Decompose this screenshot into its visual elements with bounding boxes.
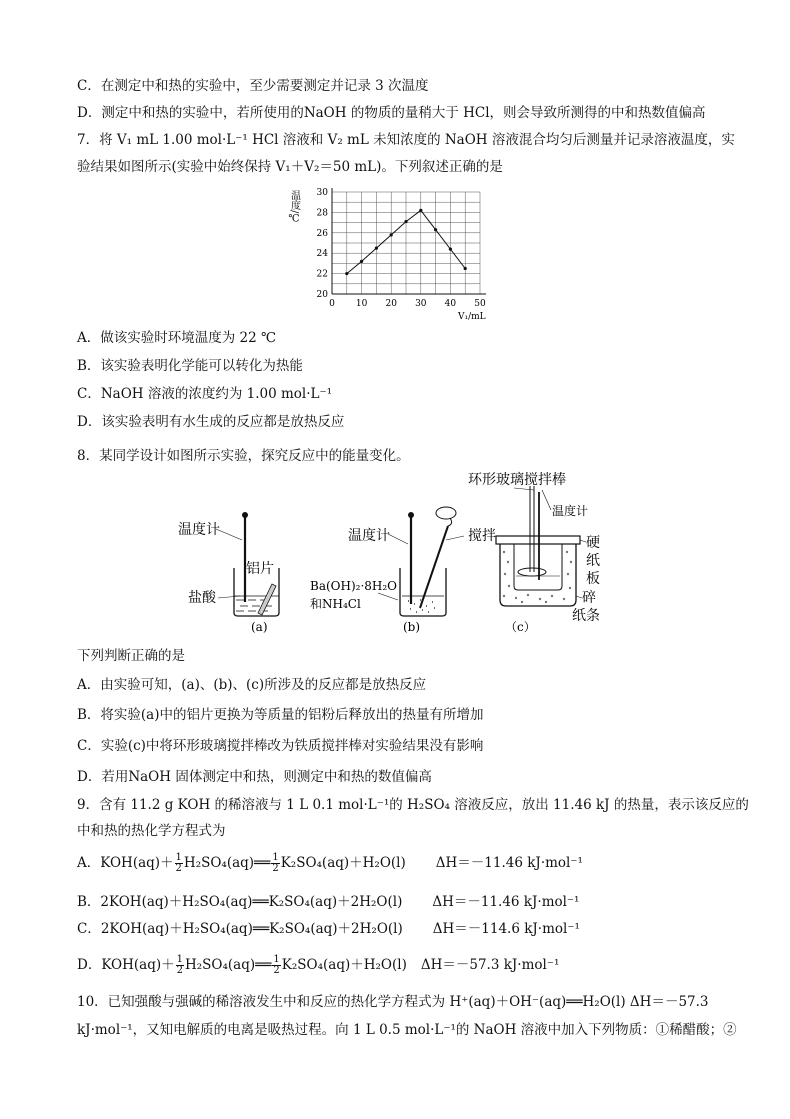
fraction-numerator: 1 — [176, 954, 183, 965]
q9-option-b — [77, 893, 579, 911]
fraction-half — [272, 955, 280, 976]
q9-stem-line1: 9．含有 11.2 g KOH 的稀溶液与 1 L 0.1 mol·L⁻¹的 H₂SO₄ 溶液反应，放出 11.46 kJ 的热量，表示该反应的 — [77, 797, 749, 813]
data-point — [375, 247, 378, 250]
x-tick-label: 10 — [355, 299, 368, 309]
c-board-label-1: 硬 — [586, 535, 600, 551]
q9-c-equation: C．2KOH(aq)＋H₂SO₄(aq)══K₂SO₄(aq)＋2H₂O(l) — [77, 921, 403, 937]
q9-d-enthalpy: ΔH＝－57.3 kJ·mol⁻¹ — [420, 957, 560, 973]
q8-option-b: B．将实验(a)中的铝片更换为等质量的铝粉后释放出的热量有所增加 — [77, 707, 484, 723]
y-tick-label: 28 — [316, 208, 328, 219]
apparatus-b — [310, 507, 496, 634]
option-d-previous: D．测定中和热的实验中，若所使用的NaOH 的物质的量稍大于 HCl，则会导致所测得的中和热数值偏高 — [77, 105, 706, 121]
q10-stem-line2: kJ·mol⁻¹，又知电解质的电离是吸热过程。向 1 L 0.5 mol·L⁻¹的 NaOH 溶液中加入下列物质：①稀醋酸；② — [77, 1022, 737, 1038]
q10-stem-line1: 10．已知强酸与强碱的稀溶液发生中和反应的热化学方程式为 H⁺(aq)＋OH⁻(aq)══H₂O(l) ΔH＝－57.3 — [77, 994, 709, 1010]
data-point — [419, 209, 422, 212]
y-tick-label: 22 — [316, 269, 328, 280]
fraction-numerator: 1 — [272, 852, 279, 863]
q9-option-c — [77, 920, 580, 938]
q7-option-d: D．该实验表明有水生成的反应都是放热反应 — [77, 414, 345, 430]
q9-c-enthalpy: ΔH＝－114.6 kJ·mol⁻¹ — [432, 921, 580, 937]
chart-grid — [332, 192, 480, 294]
data-point — [360, 260, 363, 263]
fraction-denominator: 2 — [175, 863, 182, 874]
apparatus-c — [468, 471, 600, 634]
q9-d-prefix: D．KOH(aq)＋ — [77, 957, 175, 973]
experiment-figure — [150, 468, 630, 643]
x-axis-label: V₁/mL — [458, 312, 486, 322]
c-caption: （c） — [505, 620, 536, 634]
b-reagent-line2: 和NH₄Cl — [310, 597, 361, 611]
c-scrap-label-2: 纸条 — [572, 608, 600, 624]
x-tick-label: 50 — [474, 299, 486, 309]
chart-axes — [332, 188, 486, 294]
b-stir-label: 搅拌 — [468, 528, 496, 544]
q9-b-equation: B．2KOH(aq)＋H₂SO₄(aq)══K₂SO₄(aq)＋2H₂O(l) — [77, 894, 403, 910]
q7-stem-line2: 验结果如图所示(实验中始终保持 V₁＋V₂＝50 mL)。下列叙述正确的是 — [77, 159, 503, 175]
q8-option-a: A．由实验可知，(a)、(b)、(c)所涉及的反应都是放热反应 — [77, 677, 427, 693]
x-tick-label: 30 — [415, 299, 427, 309]
fraction-numerator: 1 — [273, 954, 280, 965]
chart-ticks — [317, 188, 486, 309]
c-board-label-3: 板 — [586, 571, 600, 587]
q7-option-b: B．该实验表明化学能可以转化为热能 — [77, 358, 303, 374]
q9-b-enthalpy: ΔH＝－11.46 kJ·mol⁻¹ — [432, 894, 580, 910]
data-point — [345, 272, 348, 275]
q7-option-c: C．NaOH 溶液的浓度约为 1.00 mol·L⁻¹ — [77, 386, 333, 402]
q7-option-a: A．做该实验时环境温度为 22 ℃ — [77, 330, 277, 346]
data-point — [449, 248, 452, 251]
c-title-label: 环形玻璃搅拌棒 — [468, 472, 566, 488]
data-point — [464, 267, 467, 270]
q9-d-products: K₂SO₄(aq)＋H₂O(l) — [281, 957, 407, 973]
data-point — [390, 233, 393, 236]
a-thermometer-label: 温度计 — [178, 522, 220, 538]
fraction-half — [175, 853, 183, 874]
y-tick-label: 24 — [316, 249, 328, 260]
apparatus-a — [178, 512, 279, 634]
x-tick-label: 0 — [329, 299, 335, 309]
b-reagent-line1: Ba(OH)₂·8H₂O — [310, 579, 398, 593]
x-tick-label: 40 — [444, 299, 457, 309]
q9-option-a — [77, 853, 583, 874]
a-acid-label: 盐酸 — [188, 590, 216, 606]
q9-a-enthalpy: ΔH＝－11.46 kJ·mol⁻¹ — [435, 855, 583, 871]
q8-option-d: D．若用NaOH 固体测定中和热，则测定中和热的数值偏高 — [77, 769, 432, 785]
c-thermometer-label: 温度计 — [552, 504, 589, 518]
data-point — [404, 220, 407, 223]
fraction-half — [271, 853, 279, 874]
fraction-denominator: 2 — [273, 965, 280, 976]
q7-stem-line1: 7．将 V₁ mL 1.00 mol·L⁻¹ HCl 溶液和 V₂ mL 未知浓度的 NaOH 溶液混合均匀后测量并记录溶液温度，实 — [77, 132, 735, 148]
fraction-denominator: 2 — [272, 863, 279, 874]
q9-option-d — [77, 955, 559, 976]
y-tick-label: 26 — [316, 228, 328, 239]
q8-option-c: C．实验(c)中将环形玻璃搅拌棒改为铁质搅拌棒对实验结果没有影响 — [77, 738, 484, 754]
y-tick-label: 20 — [316, 290, 328, 300]
y-tick-label: 30 — [316, 188, 328, 198]
y-axis-label: 温度/℃ — [288, 190, 300, 225]
q9-a-prefix: A．KOH(aq)＋ — [77, 855, 174, 871]
b-caption: (b) — [403, 620, 421, 634]
option-c-previous: C．在测定中和热的实验中，至少需要测定并记录 3 次温度 — [77, 78, 429, 94]
q9-d-middle: H₂SO₄(aq)══ — [185, 957, 272, 973]
q9-a-middle: H₂SO₄(aq)══ — [183, 855, 271, 871]
b-thermometer-label: 温度计 — [348, 528, 390, 544]
fraction-numerator: 1 — [175, 852, 182, 863]
x-tick-label: 20 — [385, 299, 397, 309]
q8-judge-prompt: 下列判断正确的是 — [77, 648, 185, 664]
c-scrap-label-1-visible: 碎 — [582, 590, 596, 606]
temperature-chart — [290, 182, 500, 322]
data-point — [434, 228, 437, 231]
q9-stem-line2: 中和热的热化学方程式为 — [77, 823, 226, 839]
c-board-label-2: 纸 — [586, 553, 600, 569]
q9-a-products: K₂SO₄(aq)＋H₂O(l) — [280, 855, 406, 871]
fraction-half — [176, 955, 184, 976]
a-foil-label: 铝片 — [246, 561, 274, 577]
a-caption: (a) — [251, 620, 268, 634]
q8-stem: 8．某同学设计如图所示实验，探究反应中的能量变化。 — [77, 448, 410, 464]
fraction-denominator: 2 — [176, 965, 183, 976]
